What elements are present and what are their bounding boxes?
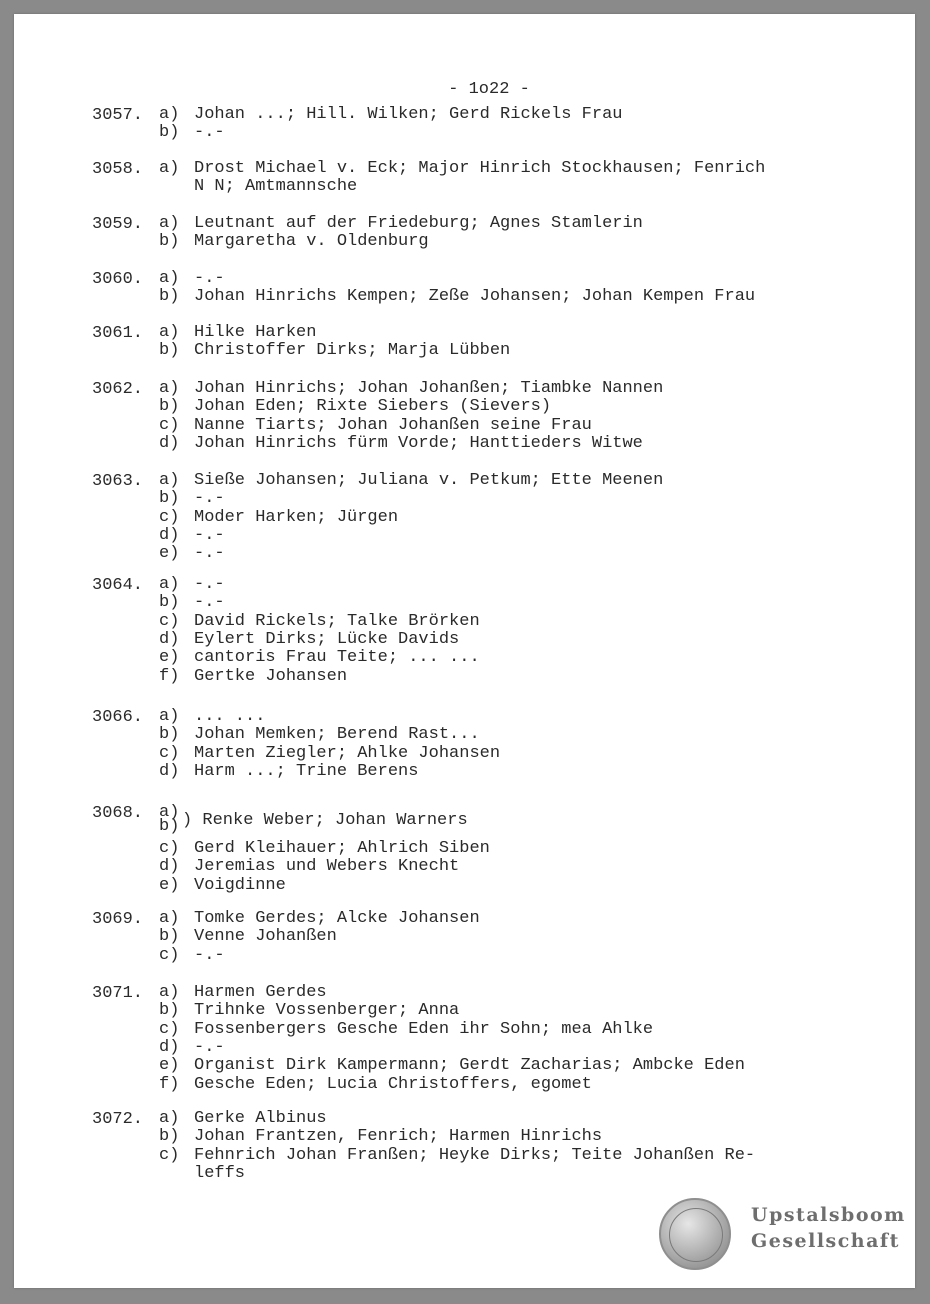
item-text: Trihnke Vossenberger; Anna	[194, 1001, 460, 1021]
seal-icon	[659, 1198, 731, 1270]
item-text: -.-	[194, 945, 225, 965]
item-letter: b)	[159, 725, 180, 745]
item-letter: e)	[159, 875, 180, 895]
item-text: Johan Memken; Berend Rast...	[194, 725, 480, 745]
item-letter: a)	[159, 214, 180, 233]
item-text: Jeremias und Webers Knecht	[194, 857, 460, 877]
item-text: Voigdinne	[194, 875, 286, 895]
item-letter: b)	[159, 927, 180, 947]
entry-number: 3069.	[92, 910, 144, 929]
item-letter: d)	[159, 433, 180, 453]
item-letter: b)	[159, 287, 180, 307]
item-text: Tomke Gerdes; Alcke Johansen	[194, 909, 480, 928]
item-text: Johan Frantzen, Fenrich; Harmen Hinrichs	[194, 1127, 603, 1147]
item-letter: d)	[159, 761, 180, 781]
item-text: ) Renke Weber; Johan Warners	[182, 811, 468, 830]
logo-line-2: Gesellschaft	[751, 1230, 900, 1252]
item-text: Johan Eden; Rixte Siebers (Sievers)	[194, 397, 552, 417]
item-letter: d)	[159, 629, 180, 649]
item-letter: a)	[159, 159, 180, 178]
item-text: Christoffer Dirks; Marja Lübben	[194, 341, 511, 361]
item-letter: d)	[159, 857, 180, 877]
item-text: -.-	[194, 489, 225, 509]
item-text: Moder Harken; Jürgen	[194, 507, 399, 527]
entry-number: 3066.	[92, 708, 144, 727]
item-letter: e)	[159, 544, 180, 564]
entry-number: 3058.	[92, 160, 144, 179]
item-text: leffs	[194, 1163, 246, 1183]
entry-number: 3061.	[92, 324, 144, 343]
item-text: N N; Amtmannsche	[194, 177, 358, 197]
item-text: Fehnrich Johan Franßen; Heyke Dirks; Teite Johanßen Re-	[194, 1145, 756, 1165]
item-letter: d)	[159, 1037, 180, 1057]
item-letter: a)	[159, 803, 180, 822]
item-text: Harm ...; Trine Berens	[194, 761, 419, 781]
item-letter: a)	[159, 105, 180, 124]
item-letter: b)	[159, 397, 180, 417]
item-letter: b)	[159, 593, 180, 613]
item-letter: d)	[159, 525, 180, 545]
item-letter: a)	[159, 323, 180, 342]
item-text: Marten Ziegler; Ahlke Johansen	[194, 743, 501, 763]
item-text: Leutnant auf der Friedeburg; Agnes Stamlerin	[194, 214, 643, 233]
item-text: Hilke Harken	[194, 323, 317, 342]
item-letter: a)	[159, 1109, 180, 1128]
society-logo	[659, 1198, 909, 1278]
item-text: -.-	[194, 593, 225, 613]
entry-number: 3062.	[92, 380, 144, 399]
item-letter: b)	[159, 341, 180, 361]
item-letter: e)	[159, 1056, 180, 1076]
item-text: -.-	[194, 544, 225, 564]
item-text: Harmen Gerdes	[194, 983, 327, 1002]
entry-number: 3072.	[92, 1110, 144, 1129]
item-letter: a)	[159, 471, 180, 490]
item-text: -.-	[194, 575, 225, 594]
item-letter: e)	[159, 648, 180, 668]
item-letter: c)	[159, 611, 180, 631]
item-text: Gerd Kleihauer; Ahlrich Siben	[194, 839, 490, 858]
item-letter: b)	[159, 1001, 180, 1021]
entry-number: 3057.	[92, 106, 144, 125]
item-letter: a)	[159, 983, 180, 1002]
item-letter: b)	[159, 232, 180, 252]
logo-line-1: Upstalsboom	[751, 1204, 906, 1226]
item-text: -.-	[194, 525, 225, 545]
item-text: Drost Michael v. Eck; Major Hinrich Stockhausen; Fenrich	[194, 159, 766, 178]
item-text: -.-	[194, 269, 225, 288]
entry-number: 3071.	[92, 984, 144, 1003]
item-letter: a)	[159, 707, 180, 726]
item-text: Venne Johanßen	[194, 927, 337, 947]
item-text: Gerke Albinus	[194, 1109, 327, 1128]
item-letter: c)	[159, 743, 180, 763]
item-text: Johan Hinrichs fürm Vorde; Hanttieders Witwe	[194, 433, 643, 453]
item-text: Nanne Tiarts; Johan Johanßen seine Frau	[194, 415, 592, 435]
item-text: -.-	[194, 1037, 225, 1057]
item-letter: c)	[159, 839, 180, 858]
item-letter: a)	[159, 575, 180, 594]
item-text: Gesche Eden; Lucia Christoffers, egomet	[194, 1074, 592, 1094]
item-text: Margaretha v. Oldenburg	[194, 232, 429, 252]
item-text: Johan Hinrichs Kempen; Zeße Johansen; Johan Kempen Frau	[194, 287, 756, 307]
item-text: David Rickels; Talke Brörken	[194, 611, 480, 631]
item-text: Johan Hinrichs; Johan Johanßen; Tiambke Nannen	[194, 379, 664, 398]
item-letter: c)	[159, 945, 180, 965]
item-letter: a)	[159, 379, 180, 398]
item-letter: b)	[159, 1127, 180, 1147]
item-letter: b)	[159, 489, 180, 509]
item-text: Gertke Johansen	[194, 666, 348, 686]
item-letter: a)	[159, 269, 180, 288]
item-letter: c)	[159, 1145, 180, 1165]
item-letter: f)	[159, 666, 180, 686]
entry-number: 3068.	[92, 804, 144, 823]
item-text: Eylert Dirks; Lücke Davids	[194, 629, 460, 649]
item-text: cantoris Frau Teite; ... ...	[194, 648, 480, 668]
item-text: ... ...	[194, 707, 266, 726]
item-text: Fossenbergers Gesche Eden ihr Sohn; mea Ahlke	[194, 1019, 654, 1039]
item-letter: b)	[159, 817, 180, 836]
item-letter: a)	[159, 909, 180, 928]
item-text: Johan ...; Hill. Wilken; Gerd Rickels Frau	[194, 105, 623, 124]
entry-number: 3060.	[92, 270, 144, 289]
item-letter: c)	[159, 1019, 180, 1039]
item-letter: f)	[159, 1074, 180, 1094]
item-letter: b)	[159, 123, 180, 143]
item-letter: c)	[159, 507, 180, 527]
document-page	[14, 14, 915, 1288]
entry-number: 3063.	[92, 472, 144, 491]
entry-number: 3064.	[92, 576, 144, 595]
item-letter: c)	[159, 415, 180, 435]
item-text: -.-	[194, 123, 225, 143]
item-text: Sieße Johansen; Juliana v. Petkum; Ette Meenen	[194, 471, 664, 490]
entry-number: 3059.	[92, 215, 144, 234]
page-number: - 1o22 -	[448, 80, 530, 99]
item-text: Organist Dirk Kampermann; Gerdt Zacharias; Ambcke Eden	[194, 1056, 745, 1076]
